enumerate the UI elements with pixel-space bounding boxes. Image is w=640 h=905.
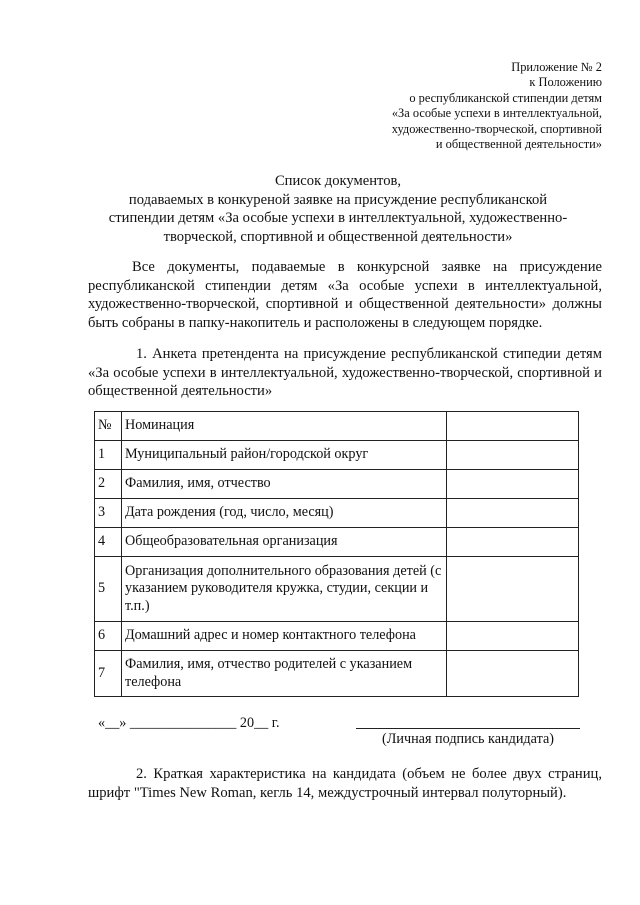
table-cell-value <box>447 412 579 441</box>
table-cell-number: 1 <box>95 441 122 470</box>
table-row <box>95 441 579 470</box>
table-cell-value <box>447 622 579 651</box>
table-cell-number: 3 <box>95 499 122 528</box>
questionnaire-table <box>94 411 579 697</box>
table-cell-label: Организация дополнительного образования детей (с указанием руководителя кружка, студии, секции и т.п.) <box>122 557 447 622</box>
table-cell-label: Общеобразовательная организация <box>122 528 447 557</box>
table-row <box>95 499 579 528</box>
appendix-line: художественно-творческой, спортивной <box>391 121 602 136</box>
date-line: «__» _______________ 20__ г. <box>98 715 280 731</box>
table-row <box>95 622 579 651</box>
table-row <box>95 557 579 622</box>
table-cell-label: Домашний адрес и номер контактного телефона <box>122 622 447 651</box>
table-cell-number: 7 <box>95 651 122 697</box>
appendix-line: к Положению <box>529 75 602 90</box>
table-row <box>95 651 579 697</box>
signature-label: (Личная подпись кандидата) <box>382 731 554 747</box>
table-cell-value <box>447 651 579 697</box>
appendix-line: и общественной деятельности» <box>435 137 602 152</box>
appendix-line: о республиканской стипендии детям <box>409 90 602 105</box>
table-cell-number: 2 <box>95 470 122 499</box>
table-cell-number: № <box>95 412 122 441</box>
table-cell-value <box>447 470 579 499</box>
table-cell-value <box>447 528 579 557</box>
table-cell-label: Муниципальный район/городской округ <box>122 441 447 470</box>
table-cell-number: 5 <box>95 557 122 622</box>
title-line: Список документов, <box>274 173 402 189</box>
appendix-line: «За особые успехи в интеллектуальной, <box>391 106 602 121</box>
title-line: подаваемых в конкуреной заявке на присуждение республиканской <box>128 191 548 208</box>
item-2-paragraph: 2. Краткая характеристика на кандидата (объем не более двух страниц, шрифт "Times New Roman, кегль 14, междустрочный интервал полуторный). <box>88 766 602 801</box>
document-title <box>88 172 588 246</box>
table-cell-number: 4 <box>95 528 122 557</box>
table-cell-number: 6 <box>95 622 122 651</box>
table-cell-value <box>447 557 579 622</box>
table-cell-label: Дата рождения (год, число, месяц) <box>122 499 447 528</box>
table-cell-value <box>447 441 579 470</box>
table-cell-label: Фамилия, имя, отчество <box>122 470 447 499</box>
table-cell-label: Номинация <box>122 412 447 441</box>
title-line: творческой, спортивной и общественной деятельности» <box>163 228 513 245</box>
title-line: стипендии детям «За особые успехи в интеллектуальной, художественно- <box>108 210 568 227</box>
table-cell-label: Фамилия, имя, отчество родителей с указанием телефона <box>122 651 447 697</box>
appendix-line: Приложение № 2 <box>511 60 602 74</box>
table-cell-value <box>447 499 579 528</box>
table-row <box>95 528 579 557</box>
intro-paragraph: Все документы, подаваемые в конкурсной заявке на присуждение республиканской стипендии детям «За особые успехи в интеллектуальной, художественно-творческой, спортивной и общественной деятельности» должны быть собраны в папку-накопитель и расположены в следующем порядке. <box>88 259 602 331</box>
table-header-row <box>95 412 579 441</box>
signature-line <box>356 728 580 729</box>
table-row <box>95 470 579 499</box>
item-1-paragraph: 1. Анкета претендента на присуждение республиканской стипедии детям «За особые успехи в интеллектуальной, художественно-творческой, спортивной и общественной деятельности» <box>88 346 602 400</box>
appendix-block <box>392 60 602 152</box>
